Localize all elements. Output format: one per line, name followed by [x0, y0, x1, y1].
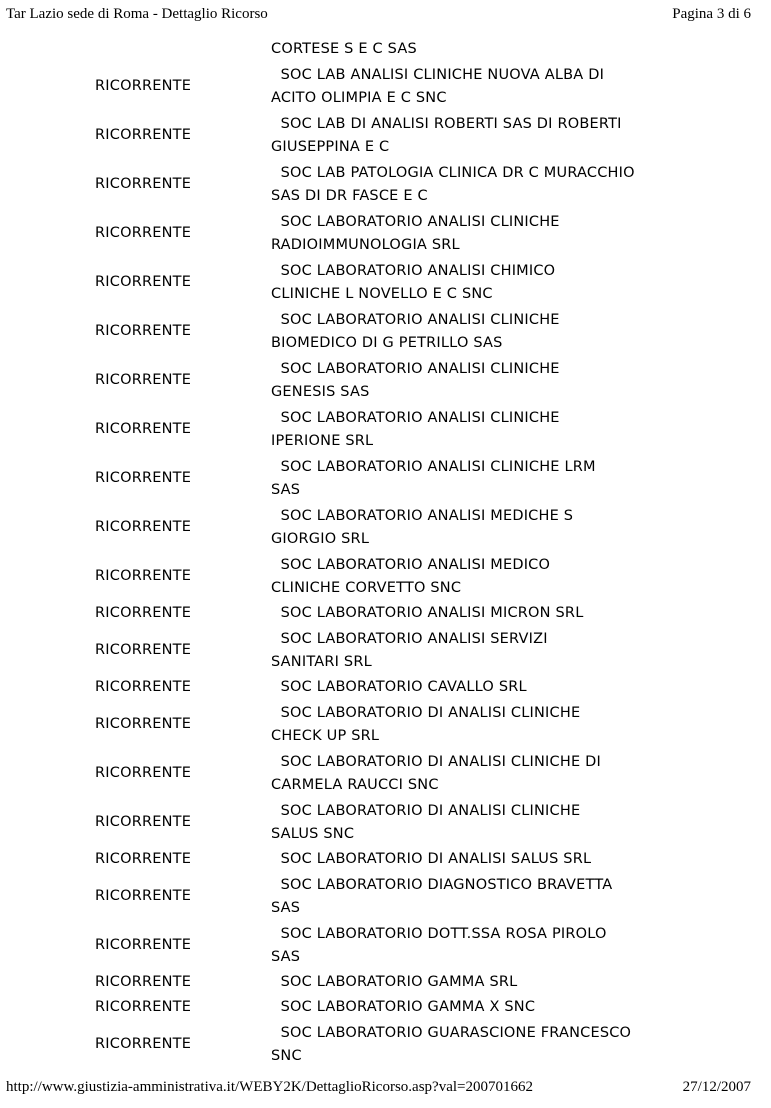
party-row — [0, 626, 771, 675]
party-row — [0, 209, 771, 258]
party-name-line: SOC LAB ANALISI CLINICHE NUOVA ALBA DI — [271, 66, 605, 83]
party-list — [0, 37, 771, 1069]
party-row — [0, 160, 771, 209]
party-role: RICORRENTE — [95, 127, 192, 143]
party-role: RICORRENTE — [95, 888, 192, 904]
party-name-line: SAS — [271, 899, 301, 916]
party-role: RICORRENTE — [95, 716, 192, 732]
party-role: RICORRENTE — [95, 323, 192, 339]
party-row — [0, 356, 771, 405]
party-name-line: SALUS SNC — [271, 825, 355, 842]
party-row — [0, 872, 771, 921]
party-role: RICORRENTE — [95, 1036, 192, 1052]
party-row — [0, 675, 771, 700]
party-name-line: SOC LABORATORIO ANALISI CHIMICO — [271, 262, 556, 279]
party-row — [0, 454, 771, 503]
party-name-line: IPERIONE SRL — [271, 432, 374, 449]
party-name-line: SOC LAB PATOLOGIA CLINICA DR C MURACCHIO — [271, 164, 635, 181]
party-name-line: SOC LABORATORIO ANALISI MEDICO — [271, 556, 551, 573]
party-name-line: SAS — [271, 948, 301, 965]
party-name-line: SANITARI SRL — [271, 653, 372, 670]
party-name — [271, 996, 681, 1019]
party-row — [0, 111, 771, 160]
party-name-line: BIOMEDICO DI G PETRILLO SAS — [271, 334, 503, 351]
party-name — [271, 602, 681, 625]
party-name — [271, 751, 681, 797]
party-role: RICORRENTE — [95, 937, 192, 953]
party-name-line: SOC LABORATORIO ANALISI MICRON SRL — [271, 605, 584, 621]
party-name-line: SOC LABORATORIO GUARASCIONE FRANCESCO — [271, 1024, 632, 1041]
footer-date: 27/12/2007 — [682, 1079, 751, 1095]
continuation-row — [0, 37, 771, 62]
continuation-name: CORTESE S E C SAS — [271, 41, 417, 57]
party-role: RICORRENTE — [95, 519, 192, 535]
party-role: RICORRENTE — [95, 814, 192, 830]
party-name-line: CHECK UP SRL — [271, 727, 380, 744]
party-row — [0, 405, 771, 454]
party-name-line: SOC LABORATORIO DI ANALISI SALUS SRL — [271, 851, 592, 867]
party-name — [271, 874, 681, 920]
party-role: RICORRENTE — [95, 851, 192, 867]
party-row — [0, 970, 771, 995]
party-row — [0, 847, 771, 872]
party-role: RICORRENTE — [95, 999, 192, 1015]
party-name — [271, 848, 681, 871]
party-row — [0, 601, 771, 626]
party-name-line: SOC LAB DI ANALISI ROBERTI SAS DI ROBERTI — [271, 115, 622, 132]
party-row — [0, 749, 771, 798]
party-name — [271, 923, 681, 969]
party-name — [271, 800, 681, 846]
party-name — [271, 505, 681, 551]
party-name — [271, 676, 681, 699]
party-name-line: GIUSEPPINA E C — [271, 138, 390, 155]
party-role: RICORRENTE — [95, 605, 192, 621]
party-name-line: GIORGIO SRL — [271, 530, 370, 547]
party-name — [271, 113, 681, 159]
party-role: RICORRENTE — [95, 568, 192, 584]
page-footer — [6, 1079, 751, 1101]
party-role: RICORRENTE — [95, 78, 192, 94]
party-name — [271, 309, 681, 355]
party-name-line: ACITO OLIMPIA E C SNC — [271, 89, 447, 106]
party-name — [271, 554, 681, 600]
party-name-line: RADIOIMMUNOLOGIA SRL — [271, 236, 460, 253]
party-row — [0, 1020, 771, 1069]
party-name — [271, 456, 681, 502]
party-role: RICORRENTE — [95, 679, 192, 695]
party-name-line: SOC LABORATORIO DOTT.SSA ROSA PIROLO — [271, 925, 607, 942]
party-role: RICORRENTE — [95, 225, 192, 241]
party-row — [0, 552, 771, 601]
party-role: RICORRENTE — [95, 974, 192, 990]
party-name-line: CLINICHE CORVETTO SNC — [271, 579, 462, 596]
party-name — [271, 971, 681, 994]
party-name-line: SOC LABORATORIO CAVALLO SRL — [271, 679, 527, 695]
party-name-line: SOC LABORATORIO GAMMA SRL — [271, 974, 518, 990]
party-name-line: GENESIS SAS — [271, 383, 370, 400]
party-row — [0, 798, 771, 847]
party-name-line: SOC LABORATORIO ANALISI CLINICHE — [271, 409, 560, 426]
party-name-line: SNC — [271, 1047, 302, 1064]
party-name-line: SOC LABORATORIO ANALISI CLINICHE — [271, 360, 560, 377]
page-header — [6, 6, 751, 28]
party-row — [0, 995, 771, 1020]
party-name-line: SOC LABORATORIO DIAGNOSTICO BRAVETTA — [271, 876, 613, 893]
party-name-line: CARMELA RAUCCI SNC — [271, 776, 439, 793]
party-role: RICORRENTE — [95, 176, 192, 192]
party-row — [0, 700, 771, 749]
document-title: Tar Lazio sede di Roma - Dettaglio Ricorso — [6, 6, 268, 22]
page-number: Pagina 3 di 6 — [672, 6, 751, 22]
party-name — [271, 702, 681, 748]
party-name-line: SOC LABORATORIO ANALISI SERVIZI — [271, 630, 548, 647]
party-name-line: SOC LABORATORIO ANALISI CLINICHE — [271, 311, 560, 328]
party-name-line: SOC LABORATORIO DI ANALISI CLINICHE — [271, 704, 581, 721]
party-row — [0, 307, 771, 356]
party-name-line: SOC LABORATORIO ANALISI CLINICHE — [271, 213, 560, 230]
party-row — [0, 62, 771, 111]
party-name-line: SOC LABORATORIO GAMMA X SNC — [271, 999, 536, 1015]
party-role: RICORRENTE — [95, 470, 192, 486]
footer-url: http://www.giustizia-amministrativa.it/WEBY2K/DettaglioRicorso.asp?val=200701662 — [6, 1079, 533, 1095]
party-name — [271, 162, 681, 208]
party-role: RICORRENTE — [95, 765, 192, 781]
party-role: RICORRENTE — [95, 372, 192, 388]
party-name-line: SOC LABORATORIO DI ANALISI CLINICHE — [271, 802, 581, 819]
party-row — [0, 921, 771, 970]
party-name-line: SOC LABORATORIO DI ANALISI CLINICHE DI — [271, 753, 601, 770]
party-name-line: SAS DI DR FASCE E C — [271, 187, 428, 204]
party-row — [0, 258, 771, 307]
party-rows — [0, 62, 771, 1069]
party-name — [271, 211, 681, 257]
party-name-line: SOC LABORATORIO ANALISI CLINICHE LRM — [271, 458, 596, 475]
party-name — [271, 358, 681, 404]
party-name — [271, 1022, 681, 1068]
party-row — [0, 503, 771, 552]
party-role: RICORRENTE — [95, 642, 192, 658]
party-name-line: SAS — [271, 481, 301, 498]
party-name — [271, 628, 681, 674]
party-role: RICORRENTE — [95, 421, 192, 437]
party-name-line: CLINICHE L NOVELLO E C SNC — [271, 285, 493, 302]
party-name — [271, 260, 681, 306]
party-role: RICORRENTE — [95, 274, 192, 290]
party-name-line: SOC LABORATORIO ANALISI MEDICHE S — [271, 507, 574, 524]
party-name — [271, 407, 681, 453]
party-name — [271, 64, 681, 110]
